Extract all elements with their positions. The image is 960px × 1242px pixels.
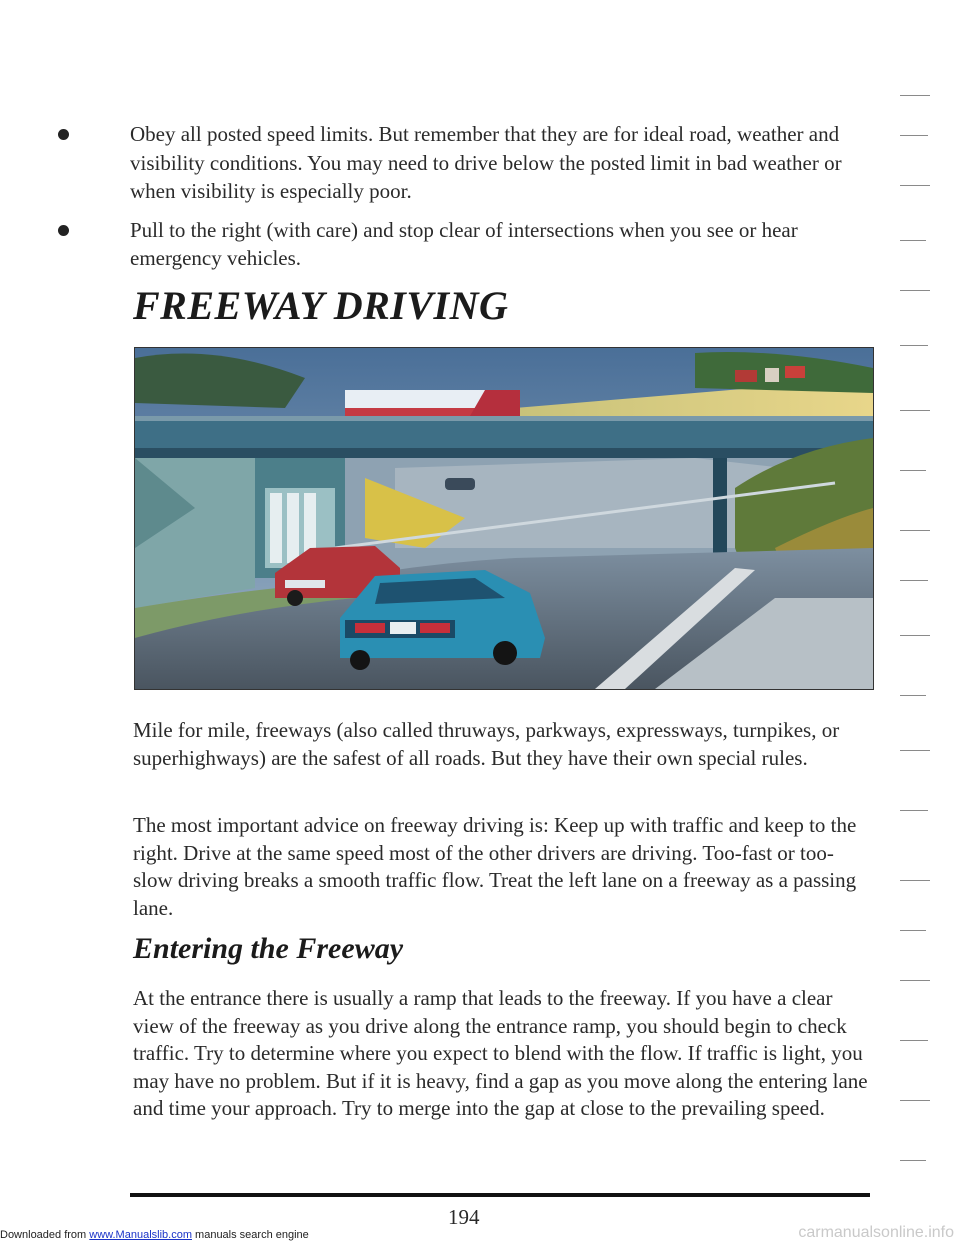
edge-mark bbox=[900, 1160, 926, 1161]
edge-mark bbox=[900, 580, 928, 581]
footer-prefix: Downloaded from bbox=[0, 1229, 90, 1241]
edge-mark bbox=[900, 880, 930, 881]
bullet-text: Obey all posted speed limits. But remember that they are for ideal road, weather and visibility conditions. You may need to drive below the posted limit in bad weather or when visibility is especially poor. bbox=[130, 122, 842, 203]
edge-mark bbox=[900, 635, 930, 636]
edge-mark bbox=[900, 810, 928, 811]
freeway-overpass-image bbox=[135, 348, 873, 689]
bullet-dot-icon bbox=[58, 225, 69, 236]
edge-mark bbox=[900, 290, 930, 291]
edge-mark bbox=[900, 470, 926, 471]
edge-mark bbox=[900, 930, 926, 931]
bullet-item bbox=[58, 216, 878, 273]
bullet-text: Pull to the right (with care) and stop clear of intersections when you see or hear emergency vehicles. bbox=[130, 217, 798, 270]
footer-rule bbox=[130, 1193, 870, 1197]
intro-paragraph: Mile for mile, freeways (also called thruways, parkways, expressways, turnpikes, or superhighways) are the safest of all roads. But they have their own special rules. bbox=[133, 718, 840, 770]
download-footer bbox=[0, 1229, 309, 1241]
section-title: FREEWAY DRIVING bbox=[133, 283, 509, 328]
entering-paragraph: At the entrance there is usually a ramp that leads to the freeway. If you have a clear view of the freeway as you drive along the entrance ramp, you should begin to check traffic. Try to determine where you expect to blend with the flow. If traffic is light, you may have no problem. But if it is heavy, find a gap as you move along the entering lane and time your approach. Try to merge into the gap at close to the prevailing speed. bbox=[133, 986, 868, 1120]
manualslib-link[interactable]: www.Manualslib.com bbox=[89, 1229, 192, 1241]
edge-mark bbox=[900, 345, 928, 346]
subsection-title: Entering the Freeway bbox=[133, 932, 404, 965]
freeway-illustration bbox=[134, 347, 874, 690]
edge-mark bbox=[900, 530, 930, 531]
edge-mark bbox=[900, 750, 930, 751]
page-number: 194 bbox=[448, 1205, 480, 1229]
edge-mark bbox=[900, 240, 926, 241]
footer-suffix: manuals search engine bbox=[191, 1229, 309, 1241]
edge-mark bbox=[900, 1040, 928, 1041]
advice-paragraph: The most important advice on freeway driving is: Keep up with traffic and keep to the right. Drive at the same speed most of the other drivers are driving. Too-fast or too-slow driving breaks a smooth traffic flow. Treat the left lane on a freeway as a passing lane. bbox=[133, 813, 857, 920]
edge-mark bbox=[900, 185, 930, 186]
edge-mark bbox=[900, 95, 930, 96]
watermark-text: carmanualsonline.info bbox=[798, 1224, 954, 1241]
bullet-item bbox=[58, 120, 878, 206]
edge-mark bbox=[900, 695, 926, 696]
edge-mark bbox=[900, 1100, 930, 1101]
edge-mark bbox=[900, 980, 930, 981]
edge-mark bbox=[900, 135, 928, 136]
edge-marks bbox=[900, 90, 940, 1190]
edge-mark bbox=[900, 410, 930, 411]
bullet-list bbox=[58, 120, 878, 283]
bullet-dot-icon bbox=[58, 129, 69, 140]
